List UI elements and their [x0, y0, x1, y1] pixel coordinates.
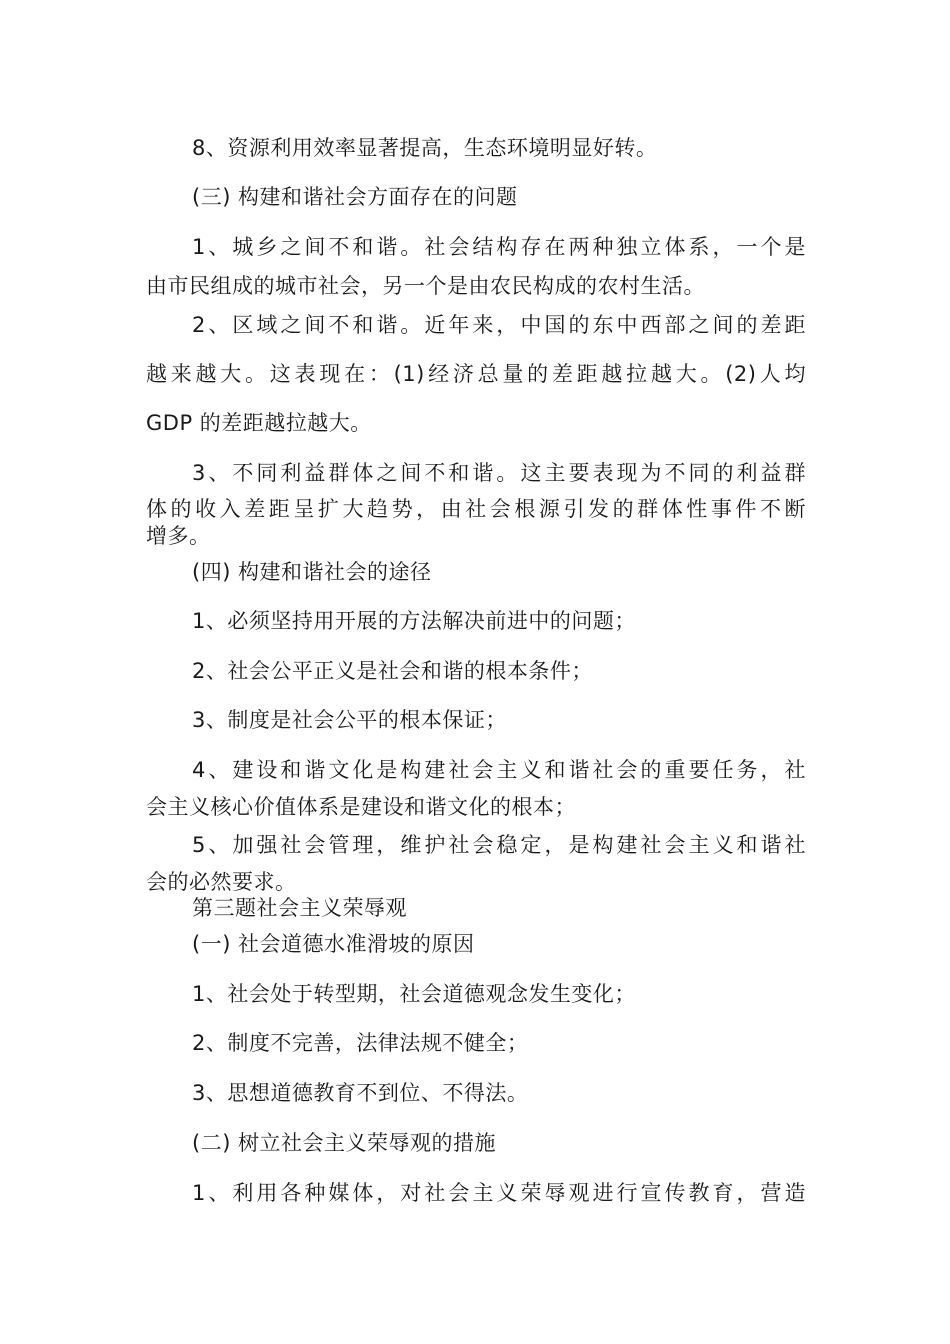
- cause-item-1: 1、社会处于转型期，社会道德观念发生变化；: [192, 982, 636, 1006]
- paragraph-interest-groups-line-3: 增多。: [146, 524, 211, 548]
- paragraph-urban-rural-line-2: 由市民组成的城市社会，另一个是由农民构成的农村生活。: [146, 274, 705, 298]
- approach-item-2: 2、社会公平正义是社会和谐的根本条件；: [192, 659, 593, 683]
- cause-item-2: 2、制度不完善，法律法规不健全；: [192, 1031, 529, 1055]
- item-resource-efficiency: 8、资源利用效率显著提高，生态环境明显好转。: [192, 136, 658, 160]
- paragraph-interest-groups-line-2: 体的收入差距呈扩大趋势，由社会根源引发的群体性事件不断: [146, 497, 806, 521]
- paragraph-interest-groups-line-1: 3、不同利益群体之间不和谐。这主要表现为不同的利益群: [192, 461, 806, 485]
- approach-item-4-line-1: 4、建设和谐文化是构建社会主义和谐社会的重要任务，社: [192, 758, 806, 782]
- measure-item-1: 1、利用各种媒体，对社会主义荣辱观进行宣传教育，营造: [192, 1181, 806, 1205]
- section-heading-problems: (三) 构建和谐社会方面存在的问题: [192, 185, 518, 209]
- approach-item-1: 1、必须坚持用开展的方法解决前进中的问题；: [192, 609, 636, 633]
- paragraph-regional-line-3: GDP 的差距越拉越大。: [146, 411, 372, 435]
- cause-item-3: 3、思想道德教育不到位、不得法。: [192, 1081, 529, 1105]
- paragraph-urban-rural-line-1: 1、城乡之间不和谐。社会结构存在两种独立体系，一个是: [192, 235, 806, 259]
- section-heading-approaches: (四) 构建和谐社会的途径: [192, 560, 432, 584]
- paragraph-regional-line-2: 越来越大。这表现在：(1)经济总量的差距越拉越大。(2)人均: [146, 362, 806, 386]
- approach-item-3: 3、制度是社会公平的根本保证；: [192, 708, 507, 732]
- chapter-heading-honor-shame: 第三题社会主义荣辱观: [192, 896, 407, 920]
- approach-item-4-line-2: 会主义核心价值体系是建设和谐文化的根本；: [146, 795, 576, 819]
- approach-item-5-line-1: 5、加强社会管理，维护社会稳定，是构建社会主义和谐社: [192, 833, 806, 857]
- section-heading-moral-decline: (一) 社会道德水准滑坡的原因: [192, 932, 475, 956]
- paragraph-regional-line-1: 2、区域之间不和谐。近年来，中国的东中西部之间的差距: [192, 313, 806, 337]
- approach-item-5-line-2: 会的必然要求。: [146, 870, 297, 894]
- section-heading-measures: (二) 树立社会主义荣辱观的措施: [192, 1131, 497, 1155]
